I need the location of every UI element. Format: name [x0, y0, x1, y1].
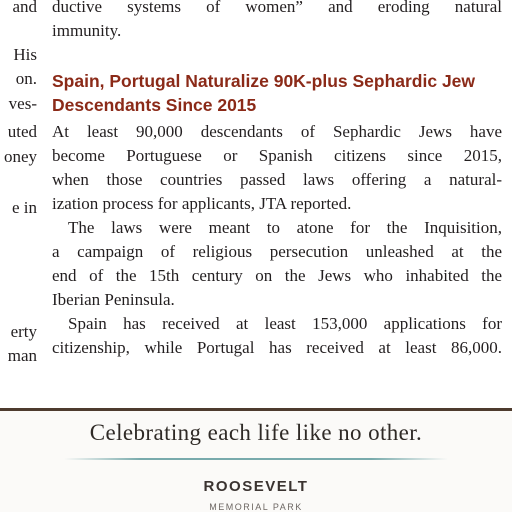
left-fragment: uted [7, 122, 37, 141]
text-line: At least 90,000 descendants of Sephardic Jews have [52, 122, 502, 141]
left-fragment: e in [11, 198, 37, 217]
text-line: end of the 15th century on the Jews who inhabited the [52, 266, 502, 285]
text-line: Iberian Peninsula. [52, 290, 175, 309]
text-line: become Portuguese or Spanish citizens since 2015, [52, 146, 502, 165]
text-line: when those countries passed laws offering a natural- [52, 170, 502, 189]
article-headline: Spain, Portugal Naturalize 90K-plus Sephardic Jew Descendants Since 2015 [52, 71, 476, 115]
brand-subtitle: MEMORIAL PARK [209, 502, 303, 512]
article-body [52, 120, 502, 360]
text-line: a campaign of religious persecution unleashed at the [52, 242, 502, 261]
article-paragraph [52, 312, 502, 360]
text-line: The laws were meant to atone for the Inquisition, [68, 218, 502, 237]
left-fragment: His [13, 45, 37, 64]
text-line: immunity. [52, 21, 122, 40]
left-fragment: man [7, 346, 37, 365]
left-fragment: oney [3, 147, 37, 166]
left-column-fragments [0, 0, 37, 380]
ad-tagline: Celebrating each life like no other. [89, 420, 423, 445]
ad-divider-line [64, 458, 448, 460]
text-line: citizenship, while Portugal has received at least 86,000. [52, 338, 502, 357]
article-paragraph [52, 216, 502, 312]
text-line: ductive systems of women” and eroding natural [52, 0, 502, 16]
previous-article-ending [52, 0, 502, 43]
left-fragment: on. [15, 69, 37, 88]
text-line: ization process for applicants, JTA reported. [52, 194, 352, 213]
text-line: Spain has received at least 153,000 applications for [68, 314, 502, 333]
left-fragment: and [12, 0, 37, 16]
brand-logo-text: ROOSEVELT [203, 478, 309, 495]
left-fragment: ves- [8, 94, 37, 113]
left-fragment: erty [10, 322, 37, 341]
article-paragraph [52, 120, 502, 216]
